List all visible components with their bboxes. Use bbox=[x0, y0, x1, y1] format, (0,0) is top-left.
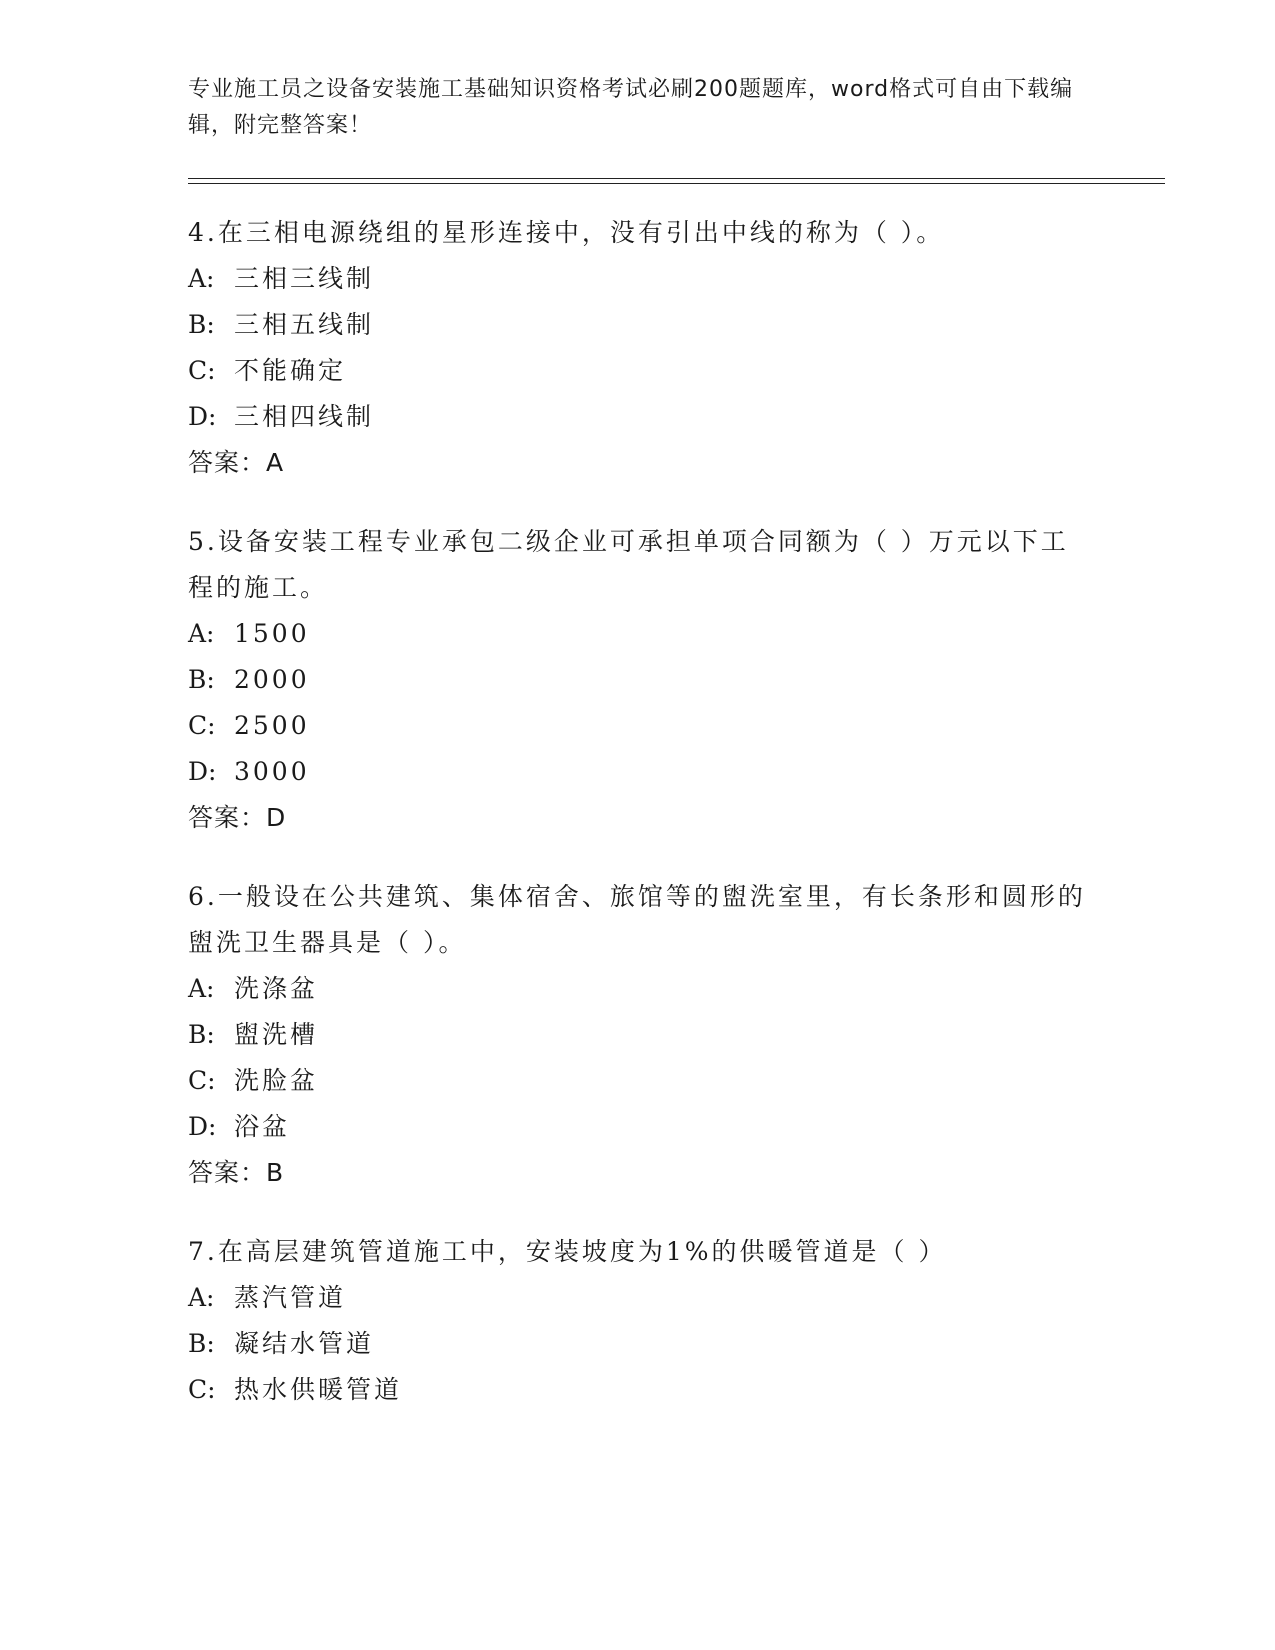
option-letter: C: bbox=[188, 711, 216, 740]
option-letter: D: bbox=[188, 402, 217, 431]
answer-option bbox=[188, 749, 1088, 795]
answer-option bbox=[188, 1104, 1088, 1150]
header-divider-secondary bbox=[188, 183, 1165, 184]
option-letter: C: bbox=[188, 1066, 216, 1095]
option-letter: B: bbox=[188, 310, 215, 339]
option-letter: B: bbox=[188, 1020, 215, 1049]
answer-option bbox=[188, 1367, 1088, 1413]
question-stem: 6.一般设在公共建筑、集体宿舍、旅馆等的盥洗室里，有长条形和圆形的盥洗卫生器具是（ ）。 bbox=[188, 882, 1086, 957]
option-text: 3000 bbox=[234, 757, 310, 786]
answer-option bbox=[188, 966, 1088, 1012]
answer-option bbox=[188, 256, 1088, 302]
document-header: 专业施工员之设备安装施工基础知识资格考试必刷200题题库，word格式可自由下载编辑，附完整答案！ bbox=[188, 77, 1074, 138]
option-letter: D: bbox=[188, 1112, 217, 1141]
option-letter: B: bbox=[188, 1329, 215, 1358]
option-letter: D: bbox=[188, 757, 217, 786]
question-block bbox=[188, 519, 1088, 841]
option-text: 1500 bbox=[234, 619, 310, 648]
question-stem: 7.在高层建筑管道施工中，安装坡度为1%的供暖管道是（ ） bbox=[188, 1237, 947, 1266]
answer-key: 答案：B bbox=[188, 1158, 285, 1187]
question-block bbox=[188, 1229, 1088, 1413]
option-text: 热水供暖管道 bbox=[234, 1375, 403, 1404]
option-text: 洗涤盆 bbox=[234, 974, 319, 1003]
answer-option bbox=[188, 1321, 1088, 1367]
question-block bbox=[188, 210, 1088, 486]
option-text: 三相三线制 bbox=[234, 264, 375, 293]
option-letter: A: bbox=[188, 1283, 215, 1312]
option-text: 三相四线制 bbox=[234, 402, 375, 431]
option-letter: A: bbox=[188, 974, 215, 1003]
answer-option bbox=[188, 657, 1088, 703]
answer-key: 答案：A bbox=[188, 448, 285, 477]
option-text: 洗脸盆 bbox=[234, 1066, 319, 1095]
question-block bbox=[188, 874, 1088, 1196]
option-letter: B: bbox=[188, 665, 215, 694]
option-letter: A: bbox=[188, 264, 215, 293]
answer-option bbox=[188, 302, 1088, 348]
option-letter: C: bbox=[188, 1375, 216, 1404]
header-divider bbox=[188, 178, 1165, 179]
option-text: 三相五线制 bbox=[234, 310, 375, 339]
answer-option bbox=[188, 1058, 1088, 1104]
option-letter: A: bbox=[188, 619, 215, 648]
option-text: 不能确定 bbox=[234, 356, 347, 385]
answer-option bbox=[188, 348, 1088, 394]
answer-option bbox=[188, 394, 1088, 440]
answer-key: 答案：D bbox=[188, 803, 287, 832]
answer-option bbox=[188, 1012, 1088, 1058]
option-text: 2500 bbox=[234, 711, 310, 740]
answer-option bbox=[188, 611, 1088, 657]
question-stem: 4.在三相电源绕组的星形连接中，没有引出中线的称为（ ）。 bbox=[188, 218, 945, 247]
answer-option bbox=[188, 1275, 1088, 1321]
option-letter: C: bbox=[188, 356, 216, 385]
option-text: 盥洗槽 bbox=[234, 1020, 319, 1049]
question-stem: 5.设备安装工程专业承包二级企业可承担单项合同额为（ ）万元以下工程的施工。 bbox=[188, 527, 1069, 602]
option-text: 2000 bbox=[234, 665, 310, 694]
answer-option bbox=[188, 703, 1088, 749]
option-text: 浴盆 bbox=[234, 1112, 291, 1141]
question-list bbox=[188, 210, 1088, 1446]
option-text: 凝结水管道 bbox=[234, 1329, 375, 1358]
option-text: 蒸汽管道 bbox=[234, 1283, 347, 1312]
